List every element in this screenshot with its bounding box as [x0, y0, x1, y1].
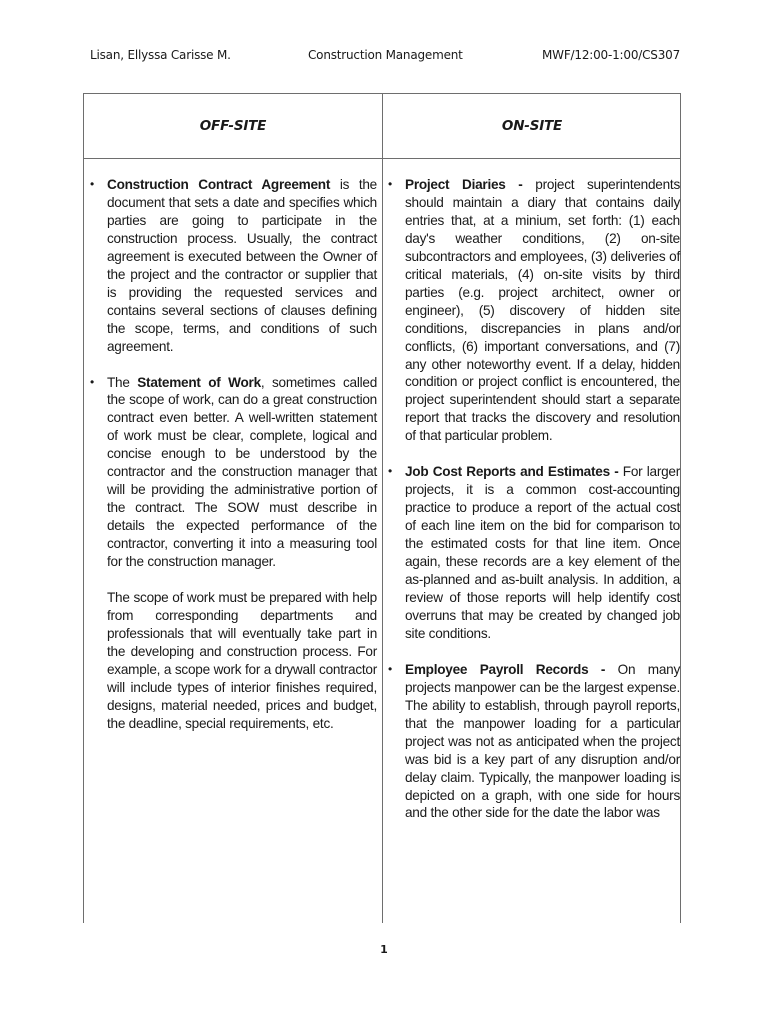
course-title: Construction Management: [308, 48, 463, 62]
item-text: , sometimes called the scope of work, can do a great construction contract even better. A well-written statement of work must be clear, complete, logical and concise enough to be understood by the contractor and the construction manager that will be providing the administrative portion of the contract. The SOW must describe in details the expected performance of the contractor, converting it into a measuring tool for the construction manager.: [107, 374, 378, 570]
list-item-contract-agreement: [90, 176, 377, 356]
item-paragraph: The scope of work must be prepared with help from corresponding departments and professionals that will eventually take part in the developing and construction process. For example, a scope work for a drywall contractor will include types of interior finishes required, designs, material needed, prices and budget, the deadline, special requirements, etc.: [107, 590, 377, 731]
column-divider: [382, 94, 383, 923]
off-site-column: [90, 176, 378, 751]
bullet-icon: •: [90, 374, 94, 389]
list-item-project-diaries: [388, 176, 680, 445]
item-text: On many projects manpower can be the largest expense. The ability to establish, through payroll reports, that the manpower loading for a particular project was not as anticipated when the project was bid is a key part of any disruption and/or delay claim. Typically, the manpower loading is depicted on a graph, with one side for hours and the other side for the date the labor was: [405, 661, 680, 821]
bullet-icon: •: [388, 464, 392, 479]
list-item-payroll-records: [388, 661, 680, 823]
class-schedule: MWF/12:00-1:00/CS307: [542, 48, 680, 62]
item-title: Job Cost Reports and Estimates -: [405, 464, 619, 480]
page-header: [90, 48, 680, 64]
page-number: 1: [380, 943, 388, 956]
list-item-job-cost-reports: [388, 463, 680, 643]
item-text: For larger projects, it is a common cost-accounting practice to produce a report of the actual cost of each line item on the bid for comparison to the estimated costs for that line item. Once again, these records are a key element of the as-planned and as-built analysis. In addition, a review of those reports will help identify cost overruns that may be created by changed job site conditions.: [405, 464, 680, 641]
off-site-heading: OFF-SITE: [199, 118, 267, 134]
on-site-column: [388, 176, 680, 922]
item-prefix: The: [107, 374, 138, 390]
item-title: Project Diaries -: [405, 177, 523, 192]
bullet-icon: •: [388, 661, 392, 676]
student-name: Lisan, Ellyssa Carisse M.: [90, 48, 231, 62]
item-title: Statement of Work: [137, 374, 261, 390]
bullet-icon: •: [388, 177, 392, 191]
comparison-table: [83, 93, 681, 923]
item-title: Construction Contract Agreement: [107, 177, 331, 192]
on-site-heading: ON-SITE: [501, 118, 563, 134]
item-text: project superintendents should maintain a diary that contains daily entries that, at a minium, set forth: (1) each day's weather conditions, (2) on-site subcontractors and employees, (3) deliveries of critical materials, (4) on-site visits by third parties (e.g. project architect, owner or engineer), (5) discovery of hidden site conditions, discrepancies in plans and/or conflicts, (6) important conversations, and (7) any other noteworthy event. If a delay, hidden condition or project conflict is encountered, the project superintendent should start a separate report that tracks the discovery and resolution of that particular problem.: [405, 177, 680, 444]
header-divider: [84, 158, 680, 159]
item-text: is the document that sets a date and specifies which parties are going to participate in the construction process. Usually, the contract agreement is executed between the Owner of the project and the contractor or supplier that is providing the requested services and contains several sections of clauses defining the scope, terms, and conditions of such agreement.: [107, 177, 377, 354]
item-title: Employee Payroll Records -: [405, 661, 606, 677]
bullet-icon: •: [90, 177, 94, 191]
list-item-statement-of-work: [90, 374, 378, 733]
